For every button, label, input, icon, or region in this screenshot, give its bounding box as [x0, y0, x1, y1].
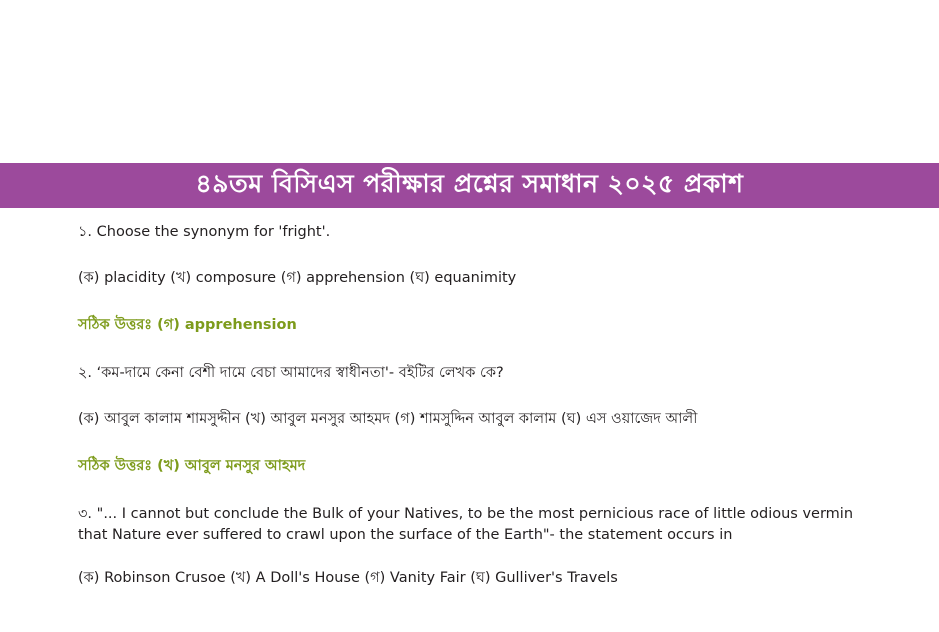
question-options: (ক) Robinson Crusoe (খ) A Doll's House (গ) Vanity Fair (ঘ) Gulliver's Travels [78, 570, 618, 587]
correct-answer: সঠিক উত্তরঃ (গ) apprehension [78, 317, 297, 334]
question-text: ২. ‘কম-দামে কেনা বেশী দামে বেচা আমাদের স্বাধীনতা'- বইটির লেখক কে? [78, 365, 504, 382]
correct-answer: সঠিক উত্তরঃ (খ) আবুল মনসুর আহমদ [78, 458, 306, 475]
page-banner [0, 163, 939, 208]
question-block-3 [78, 504, 861, 589]
question-block-2 [78, 363, 861, 479]
question-text: ৩. "... I cannot but conclude the Bulk of your Natives, to be the most pernicious race of little odious vermin that Nature ever suffered to crawl upon the surface of the Earth"- the statement occurs in [78, 506, 854, 544]
banner-title: ৪৯তম বিসিএস পরীক্ষার প্রশ্নের সমাধান ২০২৫ প্রকাশ [195, 169, 744, 198]
question-block-1 [78, 222, 861, 338]
question-options: (ক) placidity (খ) composure (গ) apprehension (ঘ) equanimity [78, 270, 517, 287]
question-text: ১. Choose the synonym for 'fright'. [78, 224, 331, 240]
top-whitespace [0, 0, 939, 163]
question-options: (ক) আবুল কালাম শামসুদ্দীন (খ) আবুল মনসুর আহমদ (গ) শামসুদ্দিন আবুল কালাম (ঘ) এস ওয়াজেদ আলী [78, 411, 698, 428]
questions-container [0, 208, 939, 589]
